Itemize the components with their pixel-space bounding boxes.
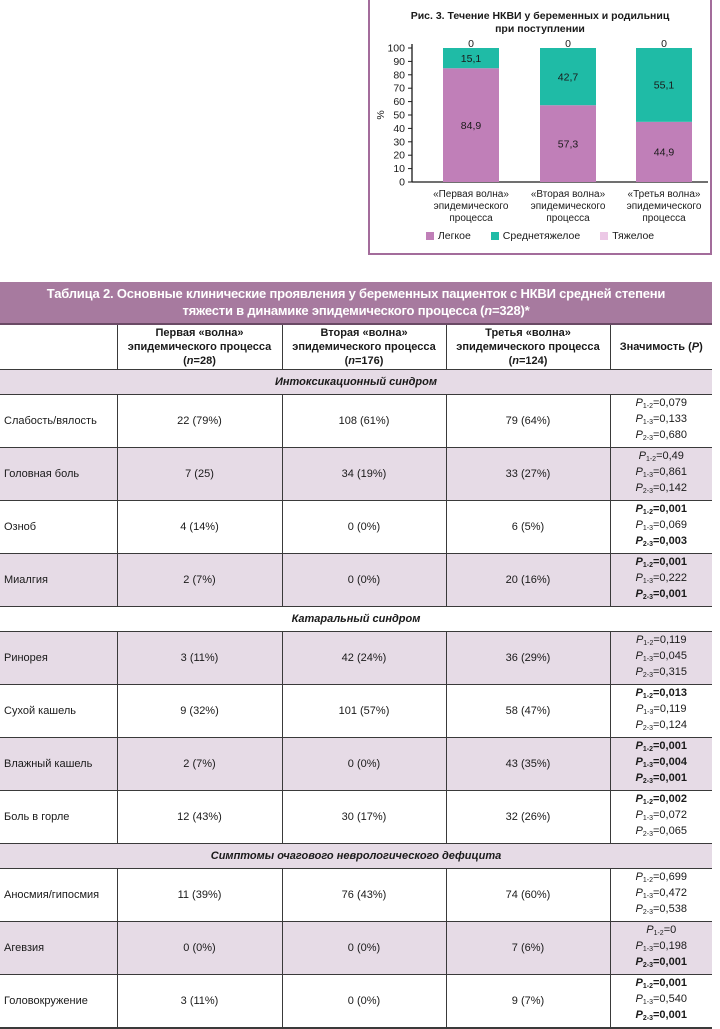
legend-label: Легкое <box>437 230 471 242</box>
x-tick-label: эпидемического <box>626 201 702 212</box>
wave-2-value: 0 (0%) <box>282 975 446 1029</box>
legend-item <box>491 230 580 242</box>
p-value: $P_{2-3}=0,001$ <box>635 588 687 601</box>
significance-cell <box>610 738 712 791</box>
row-label: Агевзия <box>0 922 117 975</box>
p-value: $P_{1-2}=0,013$ <box>635 687 687 700</box>
header-significance: Значимость (P) <box>610 325 712 370</box>
wave-1-value: 7 (25) <box>117 448 282 501</box>
p-value: $P_{1-2}=0,001$ <box>635 977 687 990</box>
p-value: $P_{1-2}=0$ <box>646 924 677 937</box>
wave-3-value: 6 (5%) <box>446 501 610 554</box>
p-value: $P_{2-3}=0,124$ <box>635 719 687 732</box>
p-value: $P_{1-2}=0,699$ <box>635 871 687 884</box>
wave-1-value: 2 (7%) <box>117 738 282 791</box>
legend-swatch <box>491 232 499 240</box>
section-title: Катаральный синдром <box>0 607 712 632</box>
wave-1-value: 0 (0%) <box>117 922 282 975</box>
y-tick-label: 80 <box>393 69 405 82</box>
row-label: Миалгия <box>0 554 117 607</box>
stacked-bar-chart <box>370 0 714 228</box>
table-row <box>0 791 712 844</box>
wave-1-value: 9 (32%) <box>117 685 282 738</box>
p-value: $P_{1-2}=0,079$ <box>635 397 687 410</box>
significance-cell <box>610 922 712 975</box>
wave-3-value: 9 (7%) <box>446 975 610 1029</box>
wave-3-value: 36 (29%) <box>446 632 610 685</box>
row-label: Сухой кашель <box>0 685 117 738</box>
p-value: $P_{1-2}=0,002$ <box>635 793 687 806</box>
section-header-row <box>0 607 712 632</box>
wave-3-value: 79 (64%) <box>446 395 610 448</box>
data-label: 15,1 <box>460 52 482 65</box>
legend-item <box>426 230 471 242</box>
data-label: 55,1 <box>653 79 675 92</box>
significance-cell <box>610 869 712 922</box>
p-value: $P_{2-3}=0,065$ <box>635 825 687 838</box>
y-tick-label: 70 <box>393 82 405 95</box>
significance-cell <box>610 632 712 685</box>
wave-3-value: 20 (16%) <box>446 554 610 607</box>
data-label: 44,9 <box>653 146 675 159</box>
table-row <box>0 395 712 448</box>
p-value: $P_{1-3}=0,004$ <box>635 756 687 769</box>
wave-2-value: 76 (43%) <box>282 869 446 922</box>
data-label: 57,3 <box>557 138 579 151</box>
significance-cell <box>610 685 712 738</box>
y-axis-label: % <box>375 110 387 120</box>
wave-2-value: 30 (17%) <box>282 791 446 844</box>
chart-legend <box>370 230 710 242</box>
y-tick-label: 0 <box>399 176 405 189</box>
header-empty <box>0 325 117 370</box>
data-label: 0 <box>661 38 667 50</box>
wave-3-value: 33 (27%) <box>446 448 610 501</box>
significance-cell <box>610 975 712 1029</box>
table-header-row <box>0 325 712 370</box>
y-tick-label: 100 <box>387 42 405 55</box>
legend-label: Среднетяжелое <box>502 230 581 242</box>
p-value: $P_{1-2}=0,001$ <box>635 556 687 569</box>
x-tick-label: эпидемического <box>530 201 606 212</box>
wave-1-value: 22 (79%) <box>117 395 282 448</box>
table-caption <box>0 282 712 325</box>
wave-2-value: 0 (0%) <box>282 738 446 791</box>
y-tick-label: 90 <box>393 55 405 68</box>
section-header-row <box>0 844 712 869</box>
table-caption-line1: Таблица 2. Основные клинические проявления у беременных пациенток с НКВИ средней степени <box>46 286 666 301</box>
legend-swatch <box>426 232 434 240</box>
row-label: Боль в горле <box>0 791 117 844</box>
wave-3-value: 7 (6%) <box>446 922 610 975</box>
x-tick-label: «Первая волна» <box>433 189 509 200</box>
p-value: $P_{2-3}=0,001$ <box>635 1009 687 1022</box>
x-tick-label: процесса <box>642 213 686 224</box>
row-label: Ринорея <box>0 632 117 685</box>
p-value: $P_{1-3}=0,069$ <box>635 519 687 532</box>
data-label: 0 <box>468 38 474 50</box>
table-caption-line2: тяжести в динамике эпидемического процесса (n=328)* <box>182 303 530 318</box>
wave-2-value: 42 (24%) <box>282 632 446 685</box>
p-value: $P_{1-3}=0,540$ <box>635 993 687 1006</box>
header-wave-1: Первая «волна» эпидемического процесса (n=28) <box>117 325 282 370</box>
p-value: $P_{1-2}=0,49$ <box>638 450 684 463</box>
significance-cell <box>610 501 712 554</box>
p-value: $P_{1-3}=0,072$ <box>635 809 687 822</box>
p-value: $P_{2-3}=0,142$ <box>635 482 687 495</box>
data-label: 42,7 <box>557 71 579 84</box>
p-value: $P_{2-3}=0,001$ <box>635 956 687 969</box>
p-value: $P_{1-2}=0,001$ <box>635 503 687 516</box>
row-label: Озноб <box>0 501 117 554</box>
wave-2-value: 108 (61%) <box>282 395 446 448</box>
p-value: $P_{1-3}=0,861$ <box>635 466 687 479</box>
table-body <box>0 370 712 1029</box>
section-title: Интоксикационный синдром <box>0 370 712 395</box>
y-tick-label: 40 <box>393 122 405 135</box>
row-label: Головная боль <box>0 448 117 501</box>
wave-1-value: 12 (43%) <box>117 791 282 844</box>
wave-2-value: 34 (19%) <box>282 448 446 501</box>
y-tick-label: 20 <box>393 149 405 162</box>
wave-1-value: 3 (11%) <box>117 975 282 1029</box>
header-wave-2: Вторая «волна» эпидемического процесса (n=176) <box>282 325 446 370</box>
x-tick-label: эпидемического <box>433 201 509 212</box>
y-tick-label: 10 <box>393 163 405 176</box>
y-tick-label: 30 <box>393 136 405 149</box>
legend-item <box>600 230 654 242</box>
row-label: Влажный кашель <box>0 738 117 791</box>
header-wave-3: Третья «волна» эпидемического процесса (n=124) <box>446 325 610 370</box>
row-label: Слабость/вялость <box>0 395 117 448</box>
table-row <box>0 685 712 738</box>
x-tick-label: «Третья волна» <box>627 189 701 200</box>
table-2 <box>0 282 712 1029</box>
p-value: $P_{1-2}=0,001$ <box>635 740 687 753</box>
figure-title-line1: Рис. 3. Течение НКВИ у беременных и родильниц <box>410 10 670 22</box>
table-row <box>0 448 712 501</box>
significance-cell <box>610 791 712 844</box>
table-row <box>0 501 712 554</box>
wave-2-value: 0 (0%) <box>282 554 446 607</box>
data-label: 84,9 <box>460 119 482 132</box>
x-tick-label: процесса <box>449 213 493 224</box>
table-row <box>0 975 712 1029</box>
row-label: Аносмия/гипосмия <box>0 869 117 922</box>
p-value: $P_{1-2}=0,119$ <box>635 634 687 647</box>
table-row <box>0 554 712 607</box>
wave-1-value: 3 (11%) <box>117 632 282 685</box>
table-row <box>0 738 712 791</box>
significance-cell <box>610 554 712 607</box>
x-tick-label: «Вторая волна» <box>530 189 606 200</box>
figure-title-line2: при поступлении <box>495 23 585 35</box>
p-value: $P_{2-3}=0,003$ <box>635 535 687 548</box>
p-value: $P_{2-3}=0,538$ <box>635 903 687 916</box>
table-row <box>0 922 712 975</box>
section-title: Симптомы очагового неврологического дефицита <box>0 844 712 869</box>
x-tick-label: процесса <box>546 213 590 224</box>
legend-label: Тяжелое <box>612 230 655 242</box>
wave-3-value: 43 (35%) <box>446 738 610 791</box>
significance-cell <box>610 395 712 448</box>
y-tick-label: 50 <box>393 109 405 122</box>
wave-2-value: 101 (57%) <box>282 685 446 738</box>
figure-3 <box>368 0 712 255</box>
data-label: 0 <box>565 38 571 50</box>
wave-1-value: 2 (7%) <box>117 554 282 607</box>
y-tick-label: 60 <box>393 96 405 109</box>
p-value: $P_{1-3}=0,133$ <box>635 413 687 426</box>
p-value: $P_{1-3}=0,198$ <box>635 940 687 953</box>
table-row <box>0 632 712 685</box>
p-value: $P_{1-3}=0,119$ <box>635 703 687 716</box>
p-value: $P_{1-3}=0,222$ <box>635 572 687 585</box>
wave-2-value: 0 (0%) <box>282 922 446 975</box>
p-value: $P_{1-3}=0,472$ <box>635 887 687 900</box>
p-value: $P_{2-3}=0,315$ <box>635 666 687 679</box>
p-value: $P_{2-3}=0,680$ <box>635 429 687 442</box>
wave-3-value: 32 (26%) <box>446 791 610 844</box>
wave-1-value: 4 (14%) <box>117 501 282 554</box>
significance-cell <box>610 448 712 501</box>
legend-swatch <box>600 232 608 240</box>
p-value: $P_{1-3}=0,045$ <box>635 650 687 663</box>
wave-1-value: 11 (39%) <box>117 869 282 922</box>
wave-2-value: 0 (0%) <box>282 501 446 554</box>
row-label: Головокружение <box>0 975 117 1029</box>
clinical-table <box>0 325 712 1029</box>
section-header-row <box>0 370 712 395</box>
wave-3-value: 74 (60%) <box>446 869 610 922</box>
wave-3-value: 58 (47%) <box>446 685 610 738</box>
table-row <box>0 869 712 922</box>
p-value: $P_{2-3}=0,001$ <box>635 772 687 785</box>
